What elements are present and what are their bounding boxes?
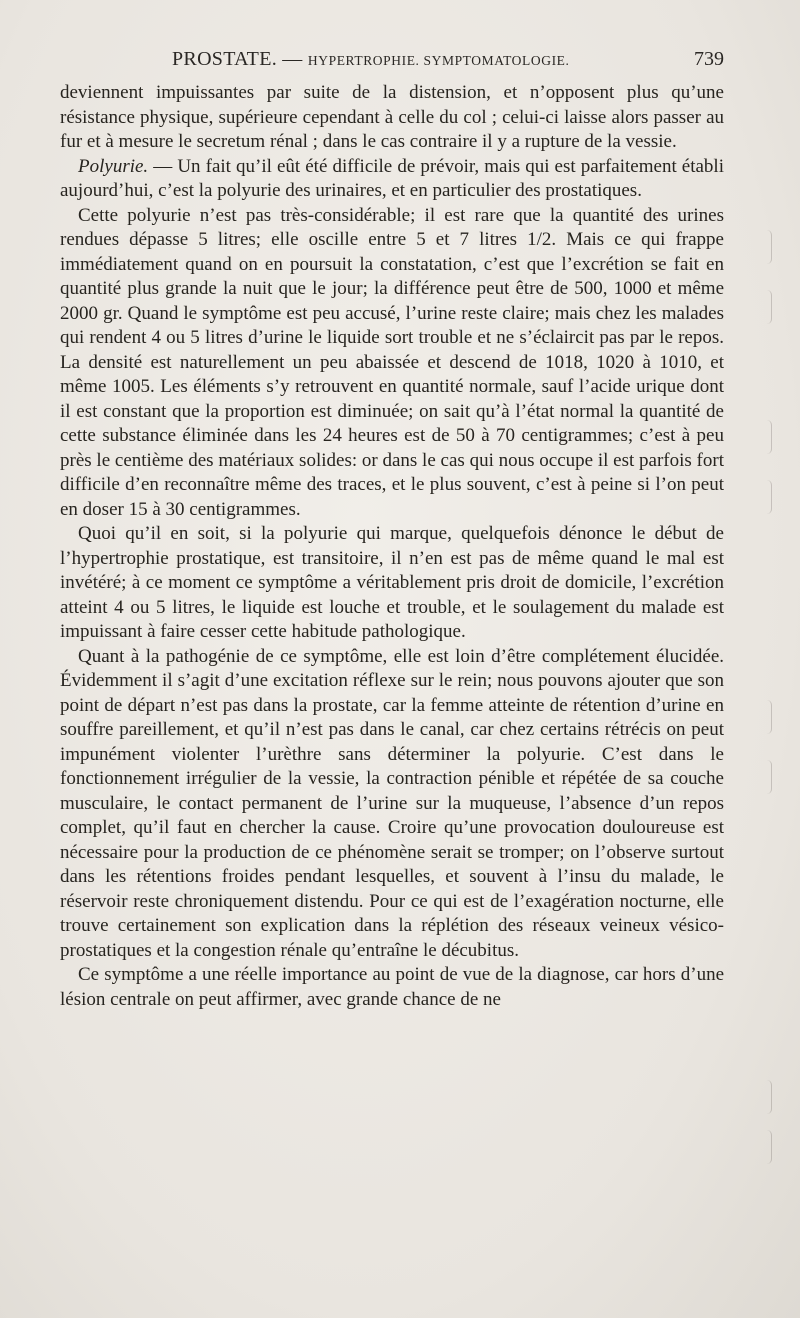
paragraph-2-text: — Un fait qu’il eût été difficile de prévoir, mais qui est parfaitement établi aujourd’hui, c’est la polyurie des urinaires, et en particulier des prostatiques. [60,155,724,201]
running-title [172,48,570,71]
running-title-main: PROSTATE. — [172,48,308,70]
page-number: 739 [694,48,724,70]
paragraph-1 [60,81,724,155]
running-title-sub: HYPERTROPHIE. SYMPTOMATOLOGIE. [307,53,570,68]
paragraph-6-text: Ce symptôme a une réelle importance au point de vue de la diagnose, car hors d’une lésion centrale on peut affirmer, avec grande chance de ne [60,964,724,1010]
page-edge-mark [767,1080,772,1114]
section-lead-polyurie: Polyurie. [78,155,149,177]
page-edge-mark [767,290,772,324]
running-header [60,44,724,74]
paragraph-5 [60,645,724,964]
paragraph-3 [60,204,724,523]
paragraph-4-text: Quoi qu’il en soit, si la polyurie qui marque, quelquefois dénonce le début de l’hypertrophie prostatique, est transitoire, il n’en est pas de même quand le mal est invétéré; à ce moment ce symptôme a véritablement pris droit de domicile, l’excrétion atteint 4 ou 5 litres, le liquide est louche et trouble, et le soulagement du malade est impuissant à faire cesser cette habitude pathologique. [60,523,724,642]
page-edge-mark [767,1130,772,1164]
paragraph-3-text: Cette polyurie n’est pas très-considérable; il est rare que la quantité des urines rendues dépasse 5 litres; elle oscille entre 5 et 7 litres 1/2. Mais ce qui frappe immédiatement quand on en poursuit la constatation, c’est que l’excrétion se fait en quantité plus grande la nuit que le jour; la différence peut être de 500, 1000 et même 2000 gr. Quand le symptôme est peu accusé, l’urine reste claire; mais chez les malades qui rendent 4 ou 5 litres d’urine le liquide sort trouble et ne s’éclaircit pas par le repos. La densité est naturellement un peu abaissée et descend de 1018, 1020 à 1010, et même 1005. Les éléments s’y retrouvent en quantité normale, sauf l’acide urique dont il est constant que la proportion est diminuée; on sait qu’à l’état normal la quantité de cette substance éliminée dans les 24 heures est de 50 à 70 centigrammes; c’est à peu près le centième des matériaux solides: or dans le cas qui nous occupe il est parfois fort difficile d’en reconnaître même des traces, et le plus souvent, c’est à peine si l’on peut en doser 15 à 30 centigrammes. [60,204,724,520]
paragraph-1-text: deviennent impuissantes par suite de la distension, et n’opposent plus qu’une résistance physique, supérieure cependant à celle du col ; celui-ci laisse alors passer au fur et à mesure le secretum rénal ; dans le cas contraire il y a rupture de la vessie. [60,82,724,152]
paragraph-4 [60,522,724,645]
paragraph-2 [60,155,724,204]
page-edge-mark [767,700,772,734]
page-edge-mark [767,420,772,454]
page-edge-mark [767,230,772,264]
paragraph-6 [60,963,724,1012]
body-text [60,81,724,1012]
paragraph-5-text: Quant à la pathogénie de ce symptôme, elle est loin d’être complétement élucidée. Évidemment il s’agit d’une excitation réflexe sur le rein; nous pouvons ajouter que son point de départ n’est pas dans la prostate, car la femme atteinte de rétention d’urine en souffre pareillement, et qu’il n’est pas dans le canal, car chez certains rétrécis on peut impunément violenter l’urèthre sans déterminer la polyurie. C’est dans le fonctionnement irrégulier de la vessie, la contraction pénible et répétée de sa couche musculaire, le contact permanent de l’urine sur la muqueuse, l’absence d’un repos complet, qu’il faut en chercher la cause. Croire qu’une provocation douloureuse est nécessaire pour la production de ce phénomène serait se tromper; on l’observe surtout dans les rétentions froides pendant lesquelles, et souvent à l’insu du malade, le réservoir reste chroniquement distendu. Pour ce qui est de l’exagération nocturne, elle trouve certainement son explication dans la réplétion des réseaux veineux vésico-prostatiques et la congestion rénale qu’entraîne le décubitus. [60,645,724,961]
page-edge-mark [767,760,772,794]
page-edge-mark [767,480,772,514]
